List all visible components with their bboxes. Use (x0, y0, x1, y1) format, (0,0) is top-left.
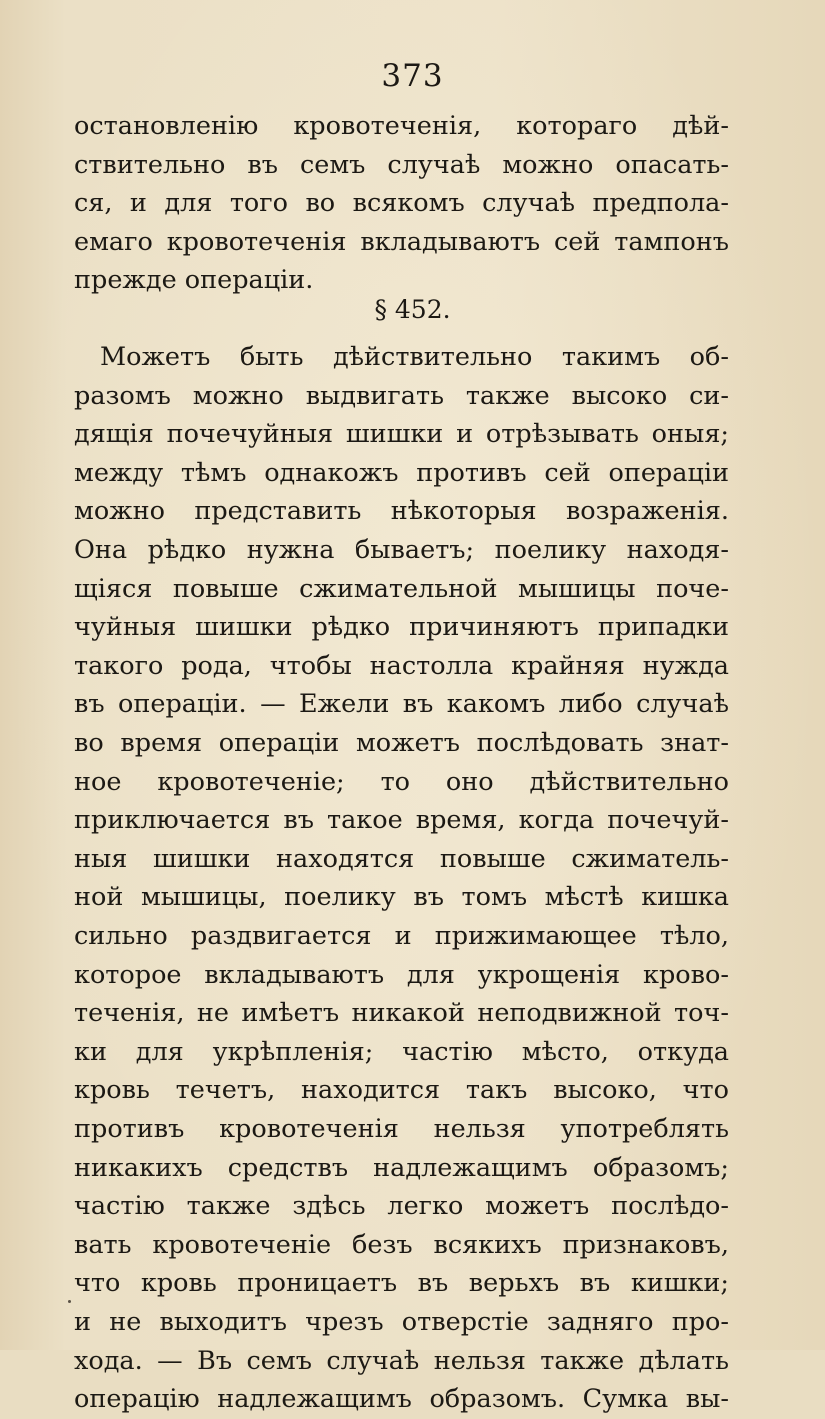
text-line: и не выходитъ чрезъ отверстіе задняго про- (74, 1307, 729, 1337)
text-line: частію также здѣсь легко можетъ послѣдо- (74, 1191, 729, 1222)
text-line: которое вкладываютъ для укрощенія крово- (74, 959, 729, 990)
text-line: вать кровотеченіе безъ всякихъ признаковъ, (74, 1229, 729, 1260)
text-line: ной мышицы, поелику въ томъ мѣстѣ кишка (74, 882, 729, 913)
text-line: приключается въ такое время, когда почечуй- (74, 805, 729, 836)
text-line: разомъ можно выдвигать также высоко си- (74, 380, 729, 411)
text-line: никакихъ средствъ надлежащимъ образомъ; (74, 1152, 729, 1183)
text-line: емаго кровотеченія вкладываютъ сей тампонъ (74, 226, 729, 257)
text-line: можно представить нѣкоторыя возраженія. (74, 496, 729, 527)
text-line: такого рода, чтобы настолла крайняя нужда (74, 650, 729, 681)
text-line: между тѣмъ однакожъ противъ сей операціи (74, 457, 729, 488)
paper-speck (68, 1300, 71, 1303)
text-line: прежде операціи. (74, 265, 314, 296)
text-line: теченія, не имѣетъ никакой неподвижной точ- (74, 998, 729, 1029)
text-line: операцію надлежащимъ образомъ. Сумка вы- (74, 1384, 729, 1415)
text-line: ся, и для того во всякомъ случаѣ предпола- (74, 188, 729, 219)
text-line: во время операціи можетъ послѣдовать знат- (74, 728, 729, 758)
text-line: чуйныя шишки рѣдко причиняютъ припадки (74, 612, 729, 643)
text-line: сильно раздвигается и прижимающее тѣло, (74, 921, 729, 951)
section-title: § 452. (374, 295, 451, 324)
page-number: 373 (381, 58, 444, 94)
text-line: ки для укрѣпленія; частію мѣсто, откуда (74, 1036, 729, 1067)
text-line: хода. — Въ семъ случаѣ нельзя также дѣлать (74, 1345, 729, 1376)
text-line: остановленію кровотеченія, котораго дѣй- (74, 111, 729, 141)
text-line: въ операціи. — Ежели въ какомъ либо случаѣ (74, 689, 729, 720)
text-line: щіяся повыше сжимательной мышицы поче- (74, 573, 729, 604)
text-line: противъ кровотеченія нельзя употреблять (74, 1114, 729, 1144)
text-line: Она рѣдко нужна бываетъ; поелику находя- (74, 535, 729, 565)
text-line: ное кровотеченіе; то оно дѣйствительно (74, 766, 729, 797)
text-line: дящія почечуйныя шишки и отрѣзывать оныя; (74, 419, 729, 450)
text-line: ствительно въ семъ случаѣ можно опасать- (74, 149, 729, 180)
text-line: что кровь проницаетъ въ верьхъ въ кишки; (74, 1268, 729, 1299)
text-line: Можетъ быть дѣйствительно такимъ об- (100, 342, 729, 372)
text-line: кровь течетъ, находится такъ высоко, что (74, 1075, 729, 1106)
text-line: ныя шишки находятся повыше сжиматель- (74, 843, 729, 874)
